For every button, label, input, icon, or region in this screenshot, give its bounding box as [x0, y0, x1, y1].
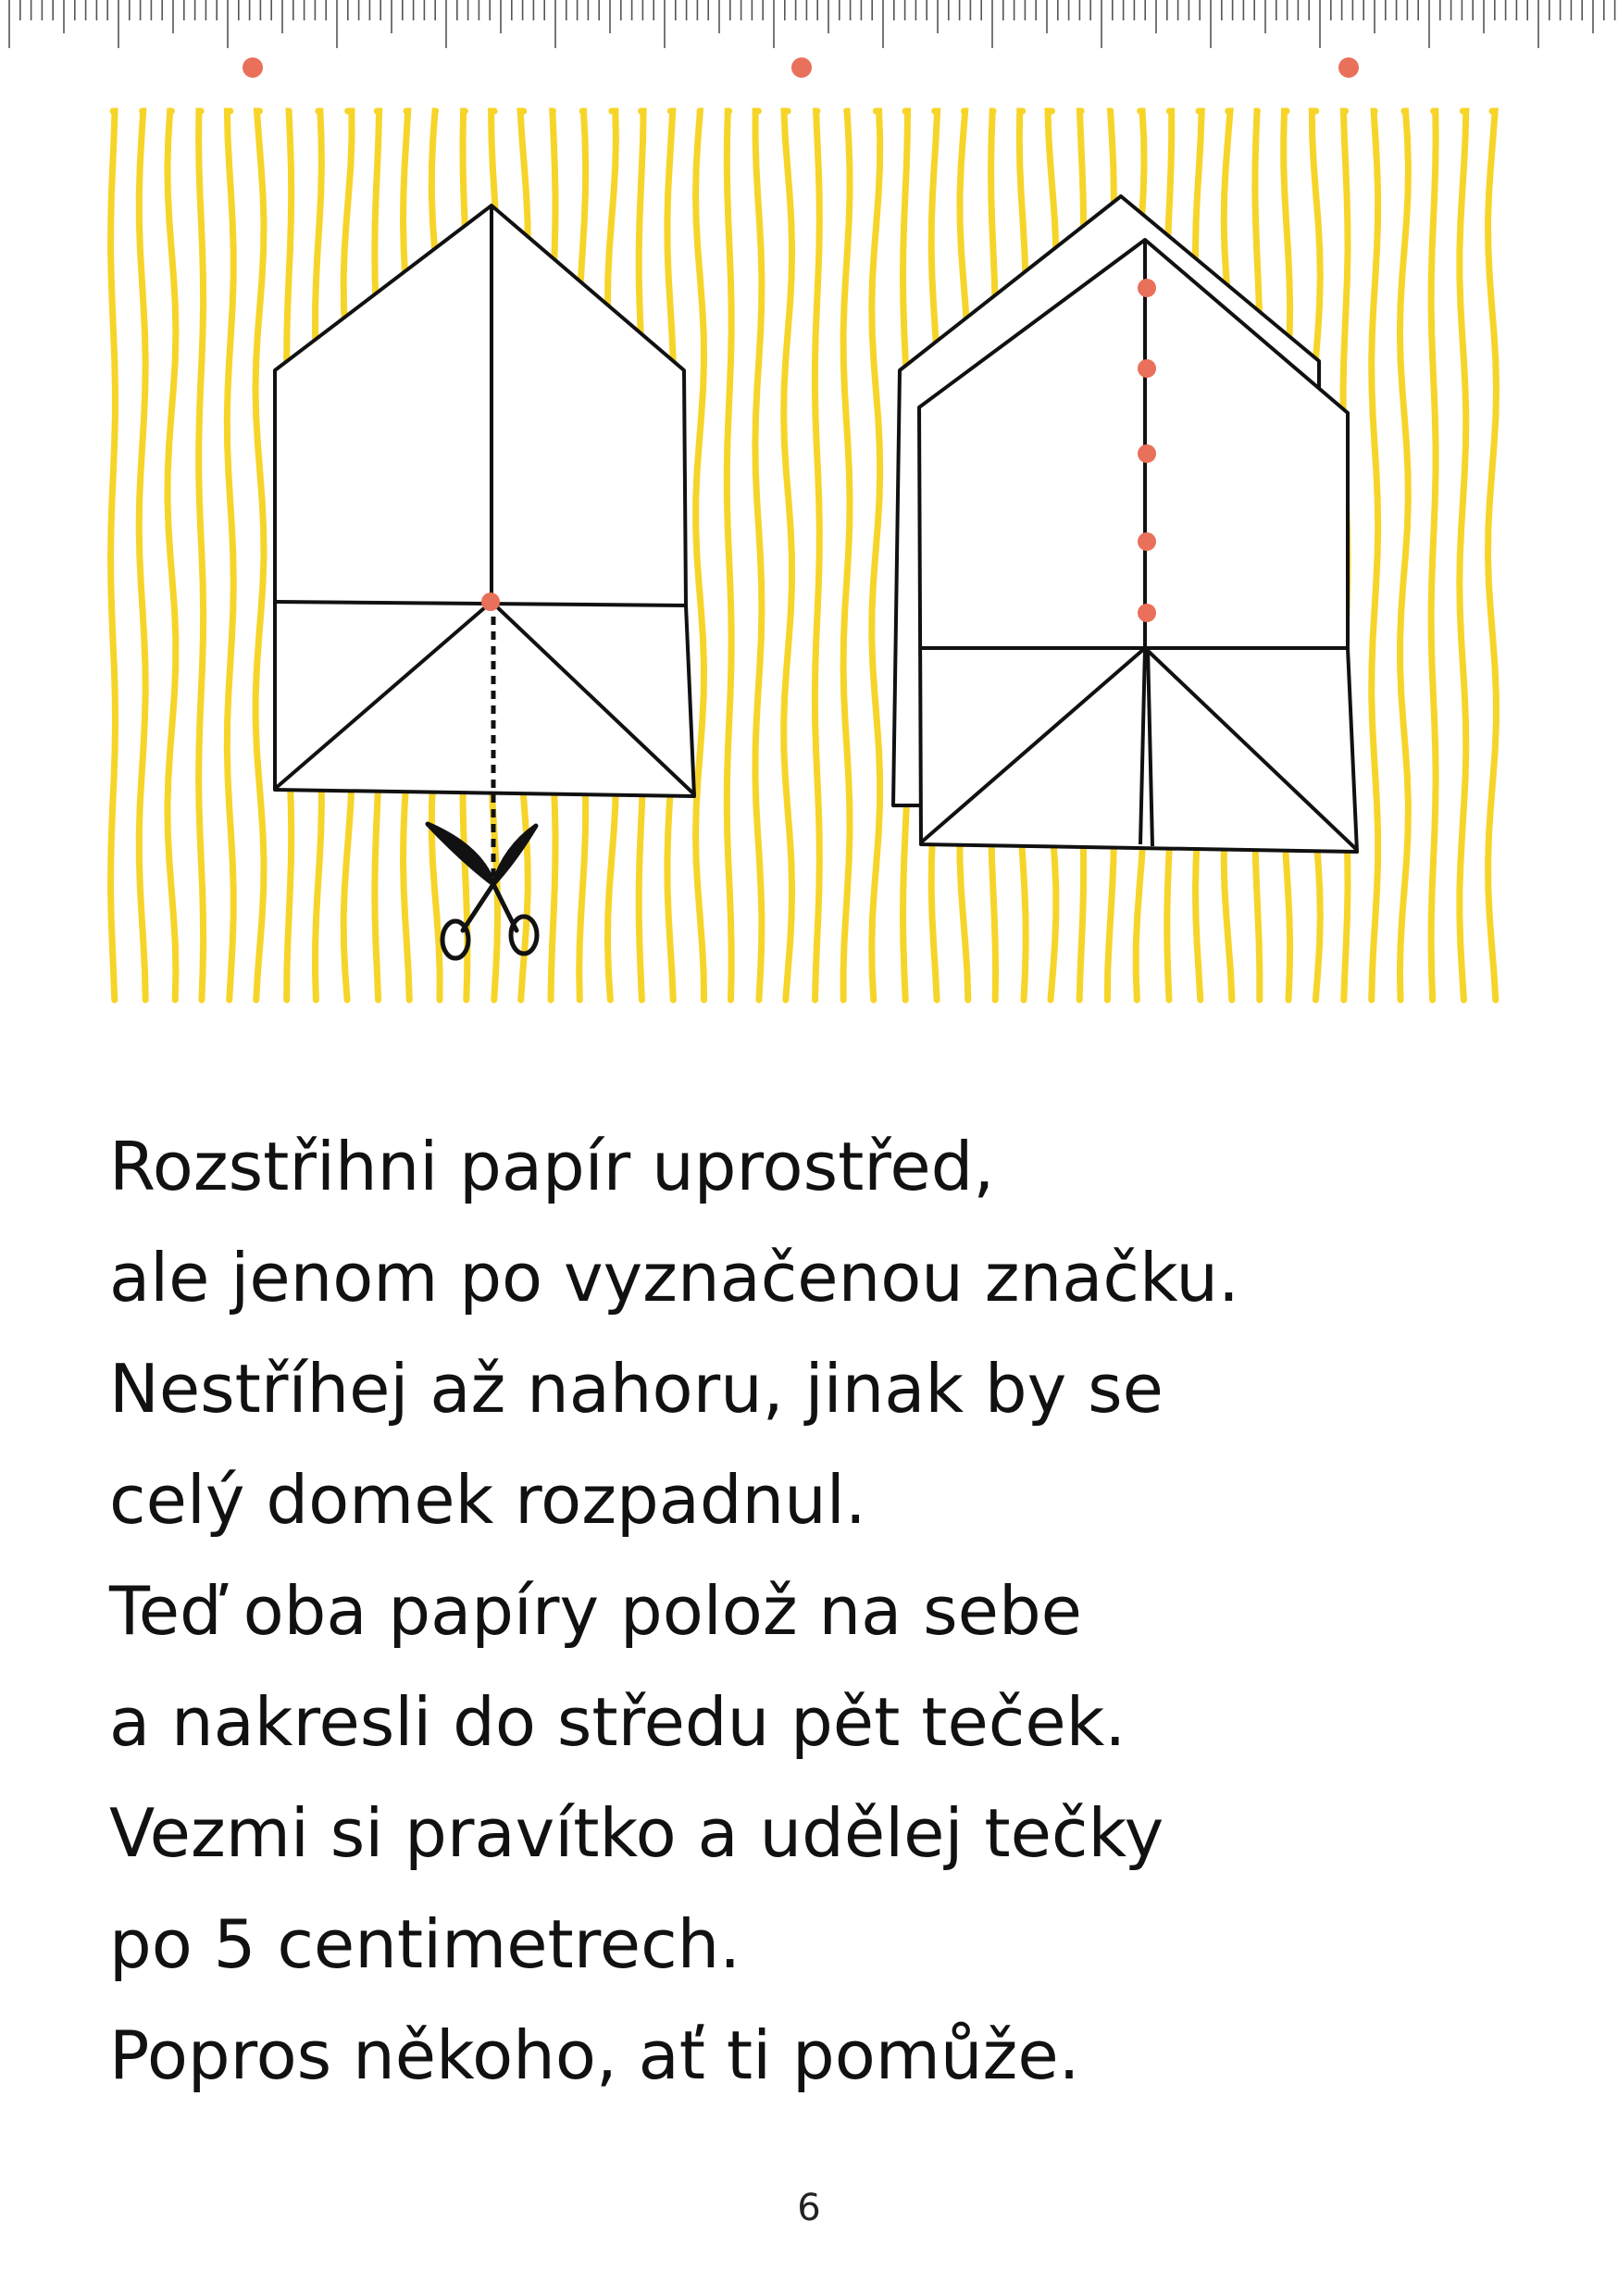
instruction-line: Teď oba papíry polož na sebe	[109, 1572, 1082, 1650]
instruction-text	[109, 1111, 1239, 2111]
cut-mark-dot	[481, 593, 500, 611]
scissors-icon	[428, 824, 537, 958]
instruction-line: Rozstřihni papír uprostřed,	[109, 1128, 995, 1205]
instruction-line: ale jenom po vyznačenou značku.	[109, 1239, 1239, 1316]
instruction-line: Vezmi si pravítko a udělej tečky	[109, 1794, 1164, 1872]
instruction-line: Popros někoho, ať ti pomůže.	[109, 2016, 1080, 2094]
ruler-dot-center	[791, 57, 812, 78]
folding-illustration	[0, 93, 1618, 1018]
ruler-ticks	[9, 0, 1618, 48]
instruction-line: po 5 centimetrech.	[109, 1905, 741, 1983]
instruction-line: Nestříhej až nahoru, jinak by se	[109, 1350, 1164, 1428]
ruler-dot-right	[1338, 57, 1359, 78]
ruler-strip	[0, 0, 1618, 83]
house-left	[275, 206, 694, 796]
ruler-dot-left	[243, 57, 263, 78]
page-number: 6	[797, 2187, 821, 2229]
instruction-line: a nakresli do středu pět teček.	[109, 1683, 1126, 1761]
instruction-line: celý domek rozpadnul.	[109, 1461, 866, 1539]
